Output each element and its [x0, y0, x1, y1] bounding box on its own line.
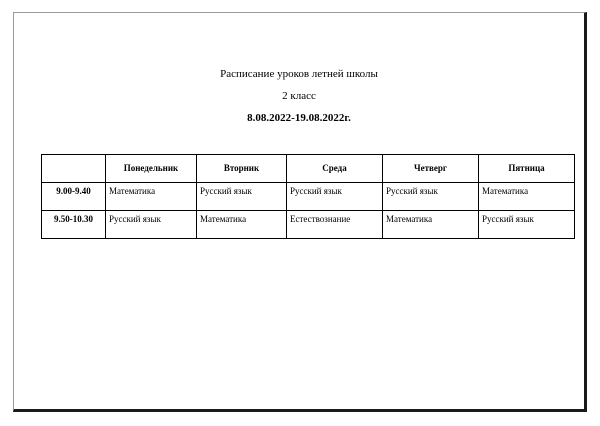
header-friday: Пятница	[479, 155, 575, 183]
time-slot: 9.50-10.30	[42, 211, 106, 239]
lesson-cell: Русский язык	[479, 211, 575, 239]
lesson-cell: Математика	[106, 183, 197, 211]
lesson-cell: Математика	[479, 183, 575, 211]
lesson-cell: Русский язык	[106, 211, 197, 239]
header-wednesday: Среда	[287, 155, 383, 183]
header-row	[42, 155, 575, 183]
table-row	[42, 211, 575, 239]
lesson-cell: Русский язык	[197, 183, 287, 211]
time-slot: 9.00-9.40	[42, 183, 106, 211]
header-tuesday: Вторник	[197, 155, 287, 183]
lesson-cell: Русский язык	[383, 183, 479, 211]
header-monday: Понедельник	[106, 155, 197, 183]
header-thursday: Четверг	[383, 155, 479, 183]
document-page	[13, 12, 587, 412]
lesson-cell: Русский язык	[287, 183, 383, 211]
header-corner-cell	[42, 155, 106, 183]
class-label: 2 класс	[282, 90, 316, 102]
lesson-cell: Математика	[197, 211, 287, 239]
document-title: Расписание уроков летней школы	[220, 68, 378, 80]
lesson-cell: Математика	[383, 211, 479, 239]
schedule-table	[41, 154, 575, 239]
lesson-cell: Естествознание	[287, 211, 383, 239]
table-row	[42, 183, 575, 211]
date-range: 8.08.2022-19.08.2022г.	[247, 112, 351, 124]
